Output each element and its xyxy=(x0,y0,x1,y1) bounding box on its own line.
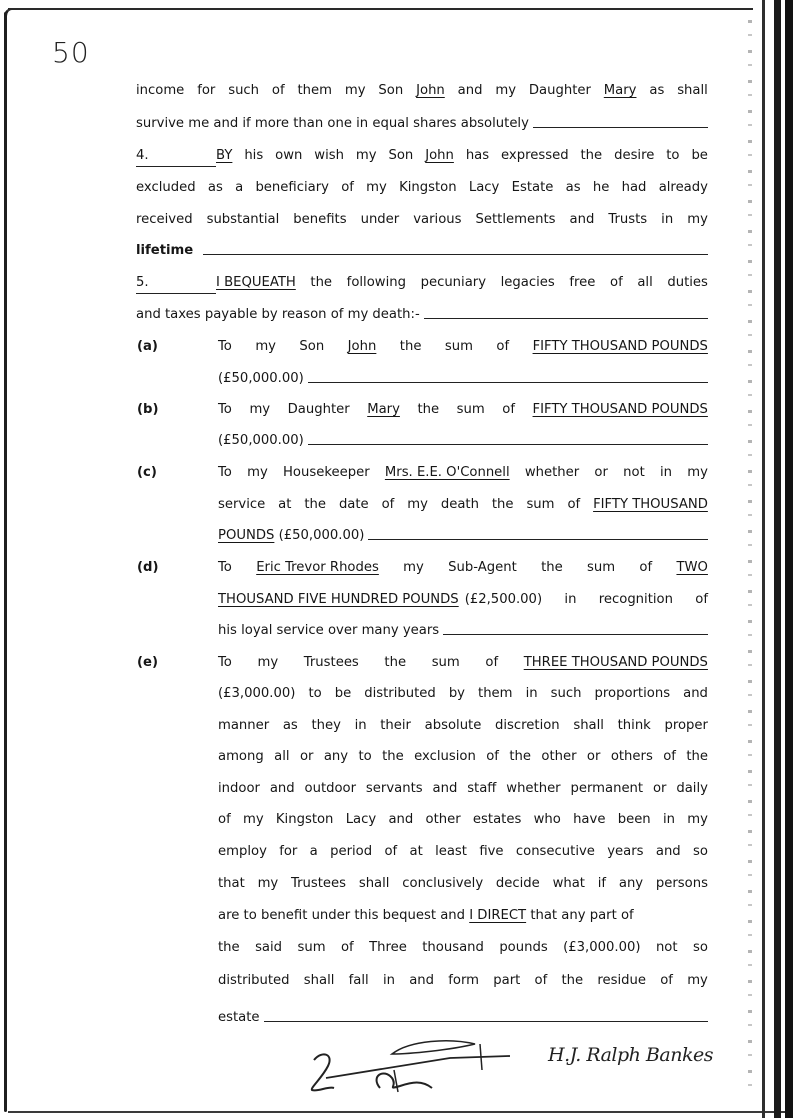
legacy-e-line-11 xyxy=(218,970,708,992)
word: Sub-Agent xyxy=(448,560,517,575)
page-border-left xyxy=(4,12,7,1112)
word: have xyxy=(573,812,606,827)
text: are to benefit under this bequest and xyxy=(218,908,466,923)
word: shall xyxy=(677,83,708,98)
word: has xyxy=(465,148,490,163)
word: decide xyxy=(495,876,540,891)
word: the xyxy=(491,497,514,512)
word: so xyxy=(692,940,708,955)
word: my xyxy=(495,83,517,98)
legacy-c-line-2 xyxy=(218,494,708,516)
word: pecuniary xyxy=(420,275,487,290)
underlined-word: FIFTY THOUSAND POUNDS xyxy=(532,402,708,417)
word: not xyxy=(655,940,678,955)
word: and xyxy=(269,781,295,796)
word: a xyxy=(235,180,244,195)
word: free xyxy=(569,275,596,290)
word: sum xyxy=(431,655,460,670)
legacy-c-line-1 xyxy=(218,462,708,484)
page-border-corner xyxy=(4,8,17,20)
word: of xyxy=(218,812,231,827)
word: various xyxy=(413,212,462,227)
word: (£3,000.00) xyxy=(563,940,641,955)
word: substantial xyxy=(206,212,280,227)
direction: I DIRECT xyxy=(469,908,527,923)
word: least xyxy=(435,844,467,859)
word: To xyxy=(218,465,232,480)
legacy-d-line-2 xyxy=(218,589,708,611)
word: my xyxy=(255,339,276,354)
word: and xyxy=(457,83,483,98)
word: my xyxy=(687,465,708,480)
fill-line xyxy=(443,620,708,635)
word: be xyxy=(334,686,352,701)
fill-line xyxy=(264,1007,708,1022)
word: Lacy xyxy=(468,180,500,195)
word: and xyxy=(569,212,595,227)
word: whether xyxy=(524,465,580,480)
word: Trustees xyxy=(303,655,359,670)
legacy-d-line-1 xyxy=(218,557,708,579)
legacy-d-text xyxy=(465,589,708,611)
word: (£2,500.00) xyxy=(464,592,543,607)
word: received xyxy=(136,212,193,227)
amount: (£50,000.00) xyxy=(218,371,304,386)
word: all xyxy=(637,275,653,290)
word: in xyxy=(525,686,538,701)
page-border-top xyxy=(8,8,753,10)
word: income xyxy=(136,83,185,98)
text: survive me and if more than one in equal shares absolutely xyxy=(136,116,529,131)
word: in xyxy=(660,465,673,480)
word: or xyxy=(299,749,314,764)
word: Daughter xyxy=(287,402,350,417)
word: whether xyxy=(506,781,561,796)
word: their xyxy=(380,718,411,733)
word: my xyxy=(403,560,424,575)
word: distributed xyxy=(218,973,290,988)
page-border-bottom xyxy=(8,1111,788,1113)
underlined-word: THREE THOUSAND POUNDS xyxy=(523,655,708,670)
word: the xyxy=(382,749,404,764)
word: in xyxy=(382,973,395,988)
word: my xyxy=(687,973,708,988)
word: as xyxy=(649,83,665,98)
word: desire xyxy=(614,148,655,163)
word: staff xyxy=(467,781,497,796)
word: been xyxy=(617,812,651,827)
word: my xyxy=(257,876,279,891)
clause-number: 5. xyxy=(136,272,216,294)
word: the xyxy=(218,940,240,955)
word: for xyxy=(279,844,298,859)
word: them xyxy=(297,83,333,98)
legacy-e-line-6 xyxy=(218,809,708,831)
word: shall xyxy=(303,973,335,988)
word: as xyxy=(207,180,223,195)
binding-edge xyxy=(762,0,765,1118)
text: and taxes payable by reason of my death:- xyxy=(136,307,420,322)
word: discretion xyxy=(495,718,560,733)
word: or xyxy=(594,465,608,480)
word: Trusts xyxy=(608,212,648,227)
word: Son xyxy=(299,339,325,354)
binding-edge xyxy=(785,0,793,1118)
legacy-e-line-12 xyxy=(218,1007,708,1029)
word: such xyxy=(228,83,260,98)
word: who xyxy=(533,812,561,827)
clause-number: 4. xyxy=(136,145,216,167)
legacy-e-line-5 xyxy=(218,778,708,800)
word: period xyxy=(330,844,373,859)
legacy-a-line-1 xyxy=(218,336,708,358)
word: my xyxy=(242,812,264,827)
word: To xyxy=(218,339,232,354)
clause-5-text xyxy=(216,272,708,294)
legacy-e-line-8 xyxy=(218,873,708,895)
word: so xyxy=(693,844,708,859)
word: what xyxy=(552,876,585,891)
word: excluded xyxy=(136,180,196,195)
page-number: 50 xyxy=(52,36,90,69)
word: Kingston xyxy=(399,180,457,195)
word: the xyxy=(304,497,327,512)
underlined-word: FIFTY THOUSAND POUNDS xyxy=(532,339,708,354)
clause-3-line-1 xyxy=(136,80,708,102)
text: estate xyxy=(218,1010,260,1025)
word: estates xyxy=(472,812,522,827)
word: sum xyxy=(587,560,616,575)
word: exclusion xyxy=(414,749,476,764)
text: that any part of xyxy=(530,908,634,923)
word: to xyxy=(666,148,680,163)
word: of xyxy=(660,973,673,988)
legacy-label: (b) xyxy=(137,402,159,417)
legacy-b-line-2 xyxy=(218,430,708,452)
underlined-word: Eric Trevor Rhodes xyxy=(256,560,379,575)
clause-4-line-1 xyxy=(136,145,708,167)
word: at xyxy=(278,497,292,512)
text: lifetime xyxy=(136,243,194,258)
word: and xyxy=(388,812,414,827)
binding-edge xyxy=(774,0,781,1118)
word: date xyxy=(338,497,369,512)
word: (£3,000.00) xyxy=(218,686,296,701)
word: the xyxy=(561,973,584,988)
underlined-word: Mary xyxy=(367,402,400,417)
word: fall xyxy=(348,973,369,988)
legacy-label: (c) xyxy=(137,465,157,480)
word: the xyxy=(541,560,563,575)
word: in xyxy=(564,592,577,607)
word: following xyxy=(346,275,406,290)
word: for xyxy=(197,83,216,98)
word: Kingston xyxy=(275,812,334,827)
word: Estate xyxy=(511,180,554,195)
underlined-word: Mrs. E.E. O'Connell xyxy=(384,465,510,480)
word: in xyxy=(662,812,675,827)
word: at xyxy=(409,844,423,859)
word: employ xyxy=(218,844,267,859)
word: Settlements xyxy=(475,212,556,227)
word: of xyxy=(271,83,285,98)
word: the xyxy=(384,655,407,670)
word: of xyxy=(663,749,676,764)
clause-5-line-1 xyxy=(136,272,708,294)
word: duties xyxy=(667,275,708,290)
word: others xyxy=(610,749,653,764)
fill-line xyxy=(368,525,708,540)
fill-line xyxy=(424,304,708,319)
word: my xyxy=(687,212,708,227)
word: proper xyxy=(664,718,708,733)
legacy-e-line-7 xyxy=(218,841,708,863)
word: my xyxy=(687,812,708,827)
word: my xyxy=(247,465,268,480)
word: the xyxy=(686,749,708,764)
word: death xyxy=(440,497,479,512)
clause-3-line-2 xyxy=(136,113,708,135)
word: absolute xyxy=(424,718,482,733)
word: years xyxy=(607,844,644,859)
witness-signature xyxy=(300,1030,540,1100)
word: Trustees xyxy=(291,876,347,891)
word: consecutive xyxy=(515,844,595,859)
word: servants xyxy=(365,781,423,796)
word: the xyxy=(310,275,333,290)
word: already xyxy=(658,180,708,195)
legacy-e-line-10 xyxy=(218,937,708,959)
word: To xyxy=(218,402,232,417)
word: or xyxy=(652,781,667,796)
word: of xyxy=(485,655,499,670)
testator-signature: H.J. Ralph Bankes xyxy=(548,1044,713,1066)
word: of xyxy=(502,402,515,417)
clause-4-text xyxy=(216,145,708,167)
word: said xyxy=(255,940,283,955)
word: as xyxy=(565,180,581,195)
word: form xyxy=(448,973,480,988)
word: any xyxy=(323,749,349,764)
word: sum xyxy=(526,497,555,512)
word: and xyxy=(432,781,458,796)
underlined-word: FIFTY THOUSAND xyxy=(593,497,708,512)
underlined-word: I BEQUEATH xyxy=(216,275,296,290)
word: Son xyxy=(388,148,414,163)
legacy-e-line-9 xyxy=(218,905,708,927)
word: persons xyxy=(655,876,708,891)
word: he xyxy=(592,180,610,195)
word: To xyxy=(218,655,232,670)
word: of xyxy=(340,940,354,955)
underlined-word: John xyxy=(347,339,377,354)
word: his xyxy=(244,148,264,163)
amount: (£50,000.00) xyxy=(278,528,365,543)
word: Housekeeper xyxy=(283,465,370,480)
word: expressed xyxy=(501,148,569,163)
legacy-label: (e) xyxy=(137,655,158,670)
legacy-a-line-2 xyxy=(218,368,708,390)
word: my xyxy=(344,83,366,98)
word: of xyxy=(639,560,653,575)
word: other xyxy=(425,812,461,827)
word: the xyxy=(399,339,422,354)
word: of xyxy=(534,973,548,988)
word: Son xyxy=(378,83,404,98)
legacy-c-line-3 xyxy=(218,525,708,547)
clause-4-line-4 xyxy=(136,240,708,262)
underlined-word: Mary xyxy=(603,83,637,98)
word: sum xyxy=(444,339,473,354)
word: had xyxy=(621,180,647,195)
binding-shadow xyxy=(748,20,752,1100)
word: or xyxy=(586,749,601,764)
amount-words: POUNDS xyxy=(218,528,275,543)
legacy-label: (a) xyxy=(137,339,158,354)
word: conclusively xyxy=(402,876,484,891)
word: Lacy xyxy=(345,812,377,827)
word: manner xyxy=(218,718,270,733)
fill-line xyxy=(308,368,708,383)
word: by xyxy=(448,686,465,701)
amount-words: THOUSAND FIVE HUNDRED POUNDS xyxy=(218,592,459,607)
word: the xyxy=(417,402,440,417)
clause-4-line-3 xyxy=(136,209,708,231)
word: thousand xyxy=(422,940,484,955)
word: distributed xyxy=(364,686,436,701)
amount: (£50,000.00) xyxy=(218,433,304,448)
word: and xyxy=(683,686,708,701)
legacy-label: (d) xyxy=(137,560,159,575)
fill-line xyxy=(203,240,708,255)
word: not xyxy=(623,465,645,480)
word: such xyxy=(550,686,582,701)
word: other xyxy=(541,749,577,764)
word: any xyxy=(618,876,644,891)
word: sum xyxy=(456,402,485,417)
text: his loyal service over many years xyxy=(218,623,440,638)
word: of xyxy=(341,180,354,195)
word: five xyxy=(479,844,504,859)
clause-5-line-2 xyxy=(136,304,708,326)
word: residue xyxy=(597,973,646,988)
underlined-word: BY xyxy=(216,148,233,163)
legacy-e-line-4 xyxy=(218,746,708,768)
word: daily xyxy=(676,781,708,796)
word: permanent xyxy=(570,781,644,796)
word: of xyxy=(695,592,708,607)
word: in xyxy=(661,212,674,227)
word: wish xyxy=(314,148,344,163)
word: recognition xyxy=(598,592,673,607)
word: service xyxy=(218,497,266,512)
word: of xyxy=(567,497,581,512)
word: own xyxy=(275,148,303,163)
underlined-word: TWO xyxy=(676,560,708,575)
word: my xyxy=(407,497,428,512)
legacy-d-line-3 xyxy=(218,620,708,642)
word: of xyxy=(610,275,623,290)
word: outdoor xyxy=(304,781,357,796)
word: pounds xyxy=(499,940,548,955)
word: to xyxy=(358,749,372,764)
underlined-word: John xyxy=(425,148,454,163)
word: under xyxy=(360,212,400,227)
word: legacies xyxy=(500,275,555,290)
word: be xyxy=(691,148,708,163)
word: beneficiary xyxy=(255,180,329,195)
fill-line xyxy=(308,430,708,445)
fill-line xyxy=(533,113,708,128)
word: them xyxy=(478,686,513,701)
word: indoor xyxy=(218,781,260,796)
word: Daughter xyxy=(528,83,591,98)
legacy-e-line-3 xyxy=(218,715,708,737)
word: of xyxy=(384,844,398,859)
word: they xyxy=(311,718,341,733)
word: shall xyxy=(358,876,390,891)
word: and xyxy=(409,973,435,988)
clause-4-line-2 xyxy=(136,177,708,199)
legacy-e-line-1 xyxy=(218,652,708,674)
word: shall xyxy=(573,718,604,733)
word: of xyxy=(496,339,510,354)
word: my xyxy=(355,148,377,163)
word: To xyxy=(218,560,232,575)
word: of xyxy=(486,749,499,764)
word: all xyxy=(274,749,290,764)
word: a xyxy=(309,844,318,859)
word: to xyxy=(308,686,322,701)
word: and xyxy=(655,844,681,859)
word: my xyxy=(249,402,271,417)
word: benefits xyxy=(293,212,347,227)
word: Three xyxy=(369,940,407,955)
word: part xyxy=(493,973,521,988)
legacy-e-line-2 xyxy=(218,683,708,705)
word: among xyxy=(218,749,264,764)
word: the xyxy=(509,749,531,764)
word: the xyxy=(580,148,603,163)
word: think xyxy=(617,718,651,733)
word: my xyxy=(257,655,279,670)
word: if xyxy=(597,876,607,891)
word: in xyxy=(354,718,367,733)
word: that xyxy=(218,876,245,891)
word: sum xyxy=(297,940,326,955)
word: of xyxy=(381,497,395,512)
word: proportions xyxy=(594,686,671,701)
word: my xyxy=(366,180,387,195)
word: as xyxy=(282,718,298,733)
underlined-word: John xyxy=(416,83,445,98)
legacy-b-line-1 xyxy=(218,399,708,421)
